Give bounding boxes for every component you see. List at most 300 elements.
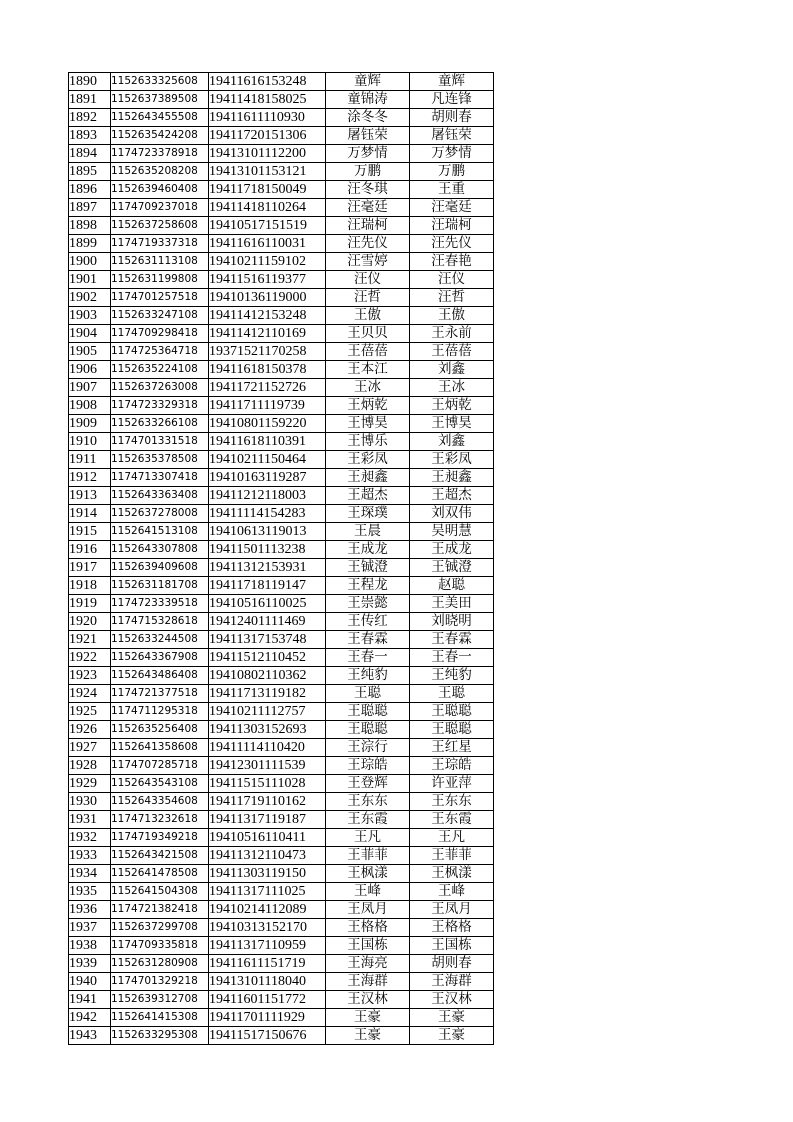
row-index-cell: 1903 — [69, 307, 111, 325]
table-row — [69, 505, 494, 523]
name-cell: 万梦情 — [326, 145, 410, 163]
row-index-cell: 1895 — [69, 163, 111, 181]
id-number-cell: 19411718150049 — [209, 181, 326, 199]
row-index-cell: 1918 — [69, 577, 111, 595]
id-number-cell: 19411317119187 — [209, 811, 326, 829]
row-index-cell: 1936 — [69, 901, 111, 919]
row-index-cell: 1906 — [69, 361, 111, 379]
table-row — [69, 811, 494, 829]
table-row — [69, 541, 494, 559]
account-number-cell: 1152635378508 — [111, 451, 209, 469]
table-row — [69, 127, 494, 145]
second-name-cell: 王聪聪 — [410, 721, 494, 739]
table-row — [69, 631, 494, 649]
id-number-cell: 19411114110420 — [209, 739, 326, 757]
row-index-cell: 1910 — [69, 433, 111, 451]
name-cell: 王彩凤 — [326, 451, 410, 469]
account-number-cell: 1174713232618 — [111, 811, 209, 829]
row-index-cell: 1899 — [69, 235, 111, 253]
table-row — [69, 73, 494, 91]
table-row — [69, 469, 494, 487]
id-number-cell: 19411616153248 — [209, 73, 326, 91]
second-name-cell: 王冰 — [410, 379, 494, 397]
row-index-cell: 1902 — [69, 289, 111, 307]
name-cell: 王春霖 — [326, 631, 410, 649]
name-cell: 王登辉 — [326, 775, 410, 793]
name-cell: 王东东 — [326, 793, 410, 811]
id-number-cell: 19411720151306 — [209, 127, 326, 145]
name-cell: 王菲菲 — [326, 847, 410, 865]
second-name-cell: 王汉林 — [410, 991, 494, 1009]
second-name-cell: 胡则春 — [410, 955, 494, 973]
second-name-cell: 刘鑫 — [410, 361, 494, 379]
second-name-cell: 万鹏 — [410, 163, 494, 181]
name-cell: 王聪聪 — [326, 703, 410, 721]
row-index-cell: 1898 — [69, 217, 111, 235]
id-number-cell: 19411618150378 — [209, 361, 326, 379]
table-row — [69, 451, 494, 469]
id-number-cell: 19413101118040 — [209, 973, 326, 991]
name-cell: 王琮皓 — [326, 757, 410, 775]
table-row — [69, 793, 494, 811]
id-number-cell: 19411611110930 — [209, 109, 326, 127]
second-name-cell: 王聪 — [410, 685, 494, 703]
row-index-cell: 1932 — [69, 829, 111, 847]
account-number-cell: 1152635224108 — [111, 361, 209, 379]
second-name-cell: 王东东 — [410, 793, 494, 811]
records-table — [68, 72, 494, 1045]
id-number-cell: 19412401111469 — [209, 613, 326, 631]
second-name-cell: 赵聪 — [410, 577, 494, 595]
account-number-cell: 1152641513108 — [111, 523, 209, 541]
name-cell: 王海群 — [326, 973, 410, 991]
account-number-cell: 1152633325608 — [111, 73, 209, 91]
id-number-cell: 19411312153931 — [209, 559, 326, 577]
table-row — [69, 307, 494, 325]
name-cell: 王程龙 — [326, 577, 410, 595]
account-number-cell: 1174701329218 — [111, 973, 209, 991]
name-cell: 屠钰荣 — [326, 127, 410, 145]
name-cell: 王豪 — [326, 1009, 410, 1027]
id-number-cell: 19411713119182 — [209, 685, 326, 703]
table-row — [69, 361, 494, 379]
id-number-cell: 19411317111025 — [209, 883, 326, 901]
account-number-cell: 1152633244508 — [111, 631, 209, 649]
name-cell: 汪冬琪 — [326, 181, 410, 199]
account-number-cell: 1152633295308 — [111, 1027, 209, 1045]
second-name-cell: 王国栋 — [410, 937, 494, 955]
second-name-cell: 汪瑞柯 — [410, 217, 494, 235]
table-row — [69, 379, 494, 397]
row-index-cell: 1927 — [69, 739, 111, 757]
table-row — [69, 775, 494, 793]
records-table-body — [69, 73, 494, 1045]
name-cell: 王豪 — [326, 1027, 410, 1045]
name-cell: 王凤月 — [326, 901, 410, 919]
id-number-cell: 19410613119013 — [209, 523, 326, 541]
row-index-cell: 1931 — [69, 811, 111, 829]
name-cell: 汪雪婷 — [326, 253, 410, 271]
account-number-cell: 1152641358608 — [111, 739, 209, 757]
id-number-cell: 19411512110452 — [209, 649, 326, 667]
account-number-cell: 1152631113108 — [111, 253, 209, 271]
account-number-cell: 1152643486408 — [111, 667, 209, 685]
table-row — [69, 397, 494, 415]
name-cell: 王国栋 — [326, 937, 410, 955]
account-number-cell: 1174711295318 — [111, 703, 209, 721]
row-index-cell: 1907 — [69, 379, 111, 397]
name-cell: 汪仪 — [326, 271, 410, 289]
account-number-cell: 1174719349218 — [111, 829, 209, 847]
id-number-cell: 19411618110391 — [209, 433, 326, 451]
id-number-cell: 19411303119150 — [209, 865, 326, 883]
table-row — [69, 253, 494, 271]
second-name-cell: 王超杰 — [410, 487, 494, 505]
name-cell: 王成龙 — [326, 541, 410, 559]
id-number-cell: 19411517150676 — [209, 1027, 326, 1045]
name-cell: 王汉林 — [326, 991, 410, 1009]
account-number-cell: 1174719337318 — [111, 235, 209, 253]
account-number-cell: 1152641415308 — [111, 1009, 209, 1027]
id-number-cell: 19413101112200 — [209, 145, 326, 163]
table-row — [69, 649, 494, 667]
table-row — [69, 847, 494, 865]
second-name-cell: 王昶鑫 — [410, 469, 494, 487]
table-row — [69, 937, 494, 955]
id-number-cell: 19411317153748 — [209, 631, 326, 649]
row-index-cell: 1939 — [69, 955, 111, 973]
row-index-cell: 1914 — [69, 505, 111, 523]
row-index-cell: 1920 — [69, 613, 111, 631]
second-name-cell: 王红星 — [410, 739, 494, 757]
id-number-cell: 19410163119287 — [209, 469, 326, 487]
name-cell: 童辉 — [326, 73, 410, 91]
id-number-cell: 19410517151519 — [209, 217, 326, 235]
second-name-cell: 王峰 — [410, 883, 494, 901]
row-index-cell: 1935 — [69, 883, 111, 901]
id-number-cell: 19410313152170 — [209, 919, 326, 937]
row-index-cell: 1897 — [69, 199, 111, 217]
table-row — [69, 145, 494, 163]
table-row — [69, 991, 494, 1009]
name-cell: 王贝贝 — [326, 325, 410, 343]
name-cell: 王傲 — [326, 307, 410, 325]
table-row — [69, 271, 494, 289]
account-number-cell: 1152643307808 — [111, 541, 209, 559]
table-row — [69, 523, 494, 541]
id-number-cell: 19371521170258 — [209, 343, 326, 361]
account-number-cell: 1174723329318 — [111, 397, 209, 415]
table-row — [69, 163, 494, 181]
row-index-cell: 1941 — [69, 991, 111, 1009]
table-row — [69, 343, 494, 361]
account-number-cell: 1174701331518 — [111, 433, 209, 451]
name-cell: 王春一 — [326, 649, 410, 667]
second-name-cell: 胡则春 — [410, 109, 494, 127]
id-number-cell: 19411501113238 — [209, 541, 326, 559]
table-row — [69, 721, 494, 739]
account-number-cell: 1152643363408 — [111, 487, 209, 505]
row-index-cell: 1943 — [69, 1027, 111, 1045]
table-row — [69, 883, 494, 901]
id-number-cell: 19410516110411 — [209, 829, 326, 847]
second-name-cell: 王纯豹 — [410, 667, 494, 685]
id-number-cell: 19410214112089 — [209, 901, 326, 919]
name-cell: 王凡 — [326, 829, 410, 847]
name-cell: 王崇懿 — [326, 595, 410, 613]
second-name-cell: 许亚萍 — [410, 775, 494, 793]
account-number-cell: 1174709237018 — [111, 199, 209, 217]
name-cell: 王聪 — [326, 685, 410, 703]
table-row — [69, 91, 494, 109]
row-index-cell: 1930 — [69, 793, 111, 811]
account-number-cell: 1152643543108 — [111, 775, 209, 793]
account-number-cell: 1174721377518 — [111, 685, 209, 703]
table-row — [69, 595, 494, 613]
name-cell: 汪瑞柯 — [326, 217, 410, 235]
second-name-cell: 王菲菲 — [410, 847, 494, 865]
second-name-cell: 王炳乾 — [410, 397, 494, 415]
row-index-cell: 1909 — [69, 415, 111, 433]
name-cell: 童锦涛 — [326, 91, 410, 109]
id-number-cell: 19411616110031 — [209, 235, 326, 253]
row-index-cell: 1926 — [69, 721, 111, 739]
row-index-cell: 1893 — [69, 127, 111, 145]
second-name-cell: 王彩凤 — [410, 451, 494, 469]
table-row — [69, 901, 494, 919]
table-row — [69, 181, 494, 199]
account-number-cell: 1152643421508 — [111, 847, 209, 865]
second-name-cell: 汪春艳 — [410, 253, 494, 271]
name-cell: 涂冬冬 — [326, 109, 410, 127]
row-index-cell: 1916 — [69, 541, 111, 559]
row-index-cell: 1917 — [69, 559, 111, 577]
table-row — [69, 955, 494, 973]
id-number-cell: 19413101153121 — [209, 163, 326, 181]
account-number-cell: 1152633266108 — [111, 415, 209, 433]
row-index-cell: 1894 — [69, 145, 111, 163]
row-index-cell: 1940 — [69, 973, 111, 991]
second-name-cell: 凡连锋 — [410, 91, 494, 109]
row-index-cell: 1896 — [69, 181, 111, 199]
name-cell: 汪哲 — [326, 289, 410, 307]
name-cell: 王枫漾 — [326, 865, 410, 883]
account-number-cell: 1152643367908 — [111, 649, 209, 667]
second-name-cell: 汪先仪 — [410, 235, 494, 253]
account-number-cell: 1152631199808 — [111, 271, 209, 289]
row-index-cell: 1922 — [69, 649, 111, 667]
row-index-cell: 1892 — [69, 109, 111, 127]
id-number-cell: 19410211112757 — [209, 703, 326, 721]
account-number-cell: 1174715328618 — [111, 613, 209, 631]
id-number-cell: 19410211150464 — [209, 451, 326, 469]
table-row — [69, 1009, 494, 1027]
table-row — [69, 667, 494, 685]
name-cell: 王博乐 — [326, 433, 410, 451]
account-number-cell: 1174723339518 — [111, 595, 209, 613]
account-number-cell: 1174713307418 — [111, 469, 209, 487]
table-row — [69, 1027, 494, 1045]
second-name-cell: 王博昊 — [410, 415, 494, 433]
second-name-cell: 童辉 — [410, 73, 494, 91]
row-index-cell: 1908 — [69, 397, 111, 415]
name-cell: 王博昊 — [326, 415, 410, 433]
name-cell: 王峰 — [326, 883, 410, 901]
second-name-cell: 王重 — [410, 181, 494, 199]
name-cell: 王聪聪 — [326, 721, 410, 739]
account-number-cell: 1152639409608 — [111, 559, 209, 577]
account-number-cell: 1174701257518 — [111, 289, 209, 307]
table-row — [69, 433, 494, 451]
second-name-cell: 屠钰荣 — [410, 127, 494, 145]
second-name-cell: 王凡 — [410, 829, 494, 847]
second-name-cell: 王永前 — [410, 325, 494, 343]
table-row — [69, 829, 494, 847]
name-cell: 王传红 — [326, 613, 410, 631]
id-number-cell: 19411515111028 — [209, 775, 326, 793]
account-number-cell: 1174709298418 — [111, 325, 209, 343]
row-index-cell: 1933 — [69, 847, 111, 865]
second-name-cell: 吴明慧 — [410, 523, 494, 541]
table-row — [69, 109, 494, 127]
row-index-cell: 1925 — [69, 703, 111, 721]
account-number-cell: 1152643354608 — [111, 793, 209, 811]
row-index-cell: 1900 — [69, 253, 111, 271]
account-number-cell: 1152641478508 — [111, 865, 209, 883]
id-number-cell: 19410801159220 — [209, 415, 326, 433]
row-index-cell: 1938 — [69, 937, 111, 955]
id-number-cell: 19411312110473 — [209, 847, 326, 865]
second-name-cell: 王枫漾 — [410, 865, 494, 883]
table-row — [69, 289, 494, 307]
account-number-cell: 1152631181708 — [111, 577, 209, 595]
second-name-cell: 汪毫廷 — [410, 199, 494, 217]
name-cell: 万鹏 — [326, 163, 410, 181]
second-name-cell: 王豪 — [410, 1027, 494, 1045]
account-number-cell: 1152639460408 — [111, 181, 209, 199]
name-cell: 汪先仪 — [326, 235, 410, 253]
row-index-cell: 1904 — [69, 325, 111, 343]
second-name-cell: 王美田 — [410, 595, 494, 613]
table-row — [69, 217, 494, 235]
row-index-cell: 1890 — [69, 73, 111, 91]
name-cell: 王本江 — [326, 361, 410, 379]
second-name-cell: 王春一 — [410, 649, 494, 667]
id-number-cell: 19410136119000 — [209, 289, 326, 307]
account-number-cell: 1152637278008 — [111, 505, 209, 523]
account-number-cell: 1152635208208 — [111, 163, 209, 181]
second-name-cell: 汪仪 — [410, 271, 494, 289]
id-number-cell: 19411721152726 — [209, 379, 326, 397]
second-name-cell: 王格格 — [410, 919, 494, 937]
table-row — [69, 973, 494, 991]
table-row — [69, 703, 494, 721]
table-row — [69, 415, 494, 433]
account-number-cell: 1152643455508 — [111, 109, 209, 127]
second-name-cell: 王凤月 — [410, 901, 494, 919]
id-number-cell: 19411412110169 — [209, 325, 326, 343]
name-cell: 王炳乾 — [326, 397, 410, 415]
name-cell: 王铖澄 — [326, 559, 410, 577]
account-number-cell: 1152637299708 — [111, 919, 209, 937]
table-row — [69, 199, 494, 217]
id-number-cell: 19411718119147 — [209, 577, 326, 595]
name-cell: 王淙行 — [326, 739, 410, 757]
id-number-cell: 19411719110162 — [209, 793, 326, 811]
row-index-cell: 1905 — [69, 343, 111, 361]
second-name-cell: 王蓓蓓 — [410, 343, 494, 361]
table-row — [69, 325, 494, 343]
table-row — [69, 865, 494, 883]
id-number-cell: 19411317110959 — [209, 937, 326, 955]
row-index-cell: 1915 — [69, 523, 111, 541]
account-number-cell: 1174709335818 — [111, 937, 209, 955]
id-number-cell: 19411418110264 — [209, 199, 326, 217]
name-cell: 王琛璞 — [326, 505, 410, 523]
account-number-cell: 1152639312708 — [111, 991, 209, 1009]
account-number-cell: 1174725364718 — [111, 343, 209, 361]
account-number-cell: 1174723378918 — [111, 145, 209, 163]
table-row — [69, 757, 494, 775]
name-cell: 王超杰 — [326, 487, 410, 505]
name-cell: 王晨 — [326, 523, 410, 541]
id-number-cell: 19411412153248 — [209, 307, 326, 325]
row-index-cell: 1919 — [69, 595, 111, 613]
name-cell: 王冰 — [326, 379, 410, 397]
name-cell: 王东霞 — [326, 811, 410, 829]
second-name-cell: 刘晓明 — [410, 613, 494, 631]
id-number-cell: 19410516110025 — [209, 595, 326, 613]
account-number-cell: 1174707285718 — [111, 757, 209, 775]
row-index-cell: 1924 — [69, 685, 111, 703]
row-index-cell: 1928 — [69, 757, 111, 775]
second-name-cell: 王傲 — [410, 307, 494, 325]
table-row — [69, 613, 494, 631]
second-name-cell: 王成龙 — [410, 541, 494, 559]
table-row — [69, 235, 494, 253]
second-name-cell: 汪哲 — [410, 289, 494, 307]
row-index-cell: 1929 — [69, 775, 111, 793]
table-row — [69, 685, 494, 703]
row-index-cell: 1921 — [69, 631, 111, 649]
name-cell: 王海亮 — [326, 955, 410, 973]
account-number-cell: 1152631280908 — [111, 955, 209, 973]
id-number-cell: 19411711119739 — [209, 397, 326, 415]
table-row — [69, 487, 494, 505]
row-index-cell: 1913 — [69, 487, 111, 505]
id-number-cell: 19411601151772 — [209, 991, 326, 1009]
account-number-cell: 1152637258608 — [111, 217, 209, 235]
id-number-cell: 19411701111929 — [209, 1009, 326, 1027]
name-cell: 王纯豹 — [326, 667, 410, 685]
name-cell: 汪毫廷 — [326, 199, 410, 217]
account-number-cell: 1152637389508 — [111, 91, 209, 109]
account-number-cell: 1152633247108 — [111, 307, 209, 325]
id-number-cell: 19411418158025 — [209, 91, 326, 109]
row-index-cell: 1911 — [69, 451, 111, 469]
id-number-cell: 19411212118003 — [209, 487, 326, 505]
name-cell: 王格格 — [326, 919, 410, 937]
row-index-cell: 1912 — [69, 469, 111, 487]
id-number-cell: 19412301111539 — [209, 757, 326, 775]
account-number-cell: 1174721382418 — [111, 901, 209, 919]
second-name-cell: 王海群 — [410, 973, 494, 991]
account-number-cell: 1152637263008 — [111, 379, 209, 397]
row-index-cell: 1942 — [69, 1009, 111, 1027]
account-number-cell: 1152641504308 — [111, 883, 209, 901]
second-name-cell: 王豪 — [410, 1009, 494, 1027]
second-name-cell: 王东霞 — [410, 811, 494, 829]
